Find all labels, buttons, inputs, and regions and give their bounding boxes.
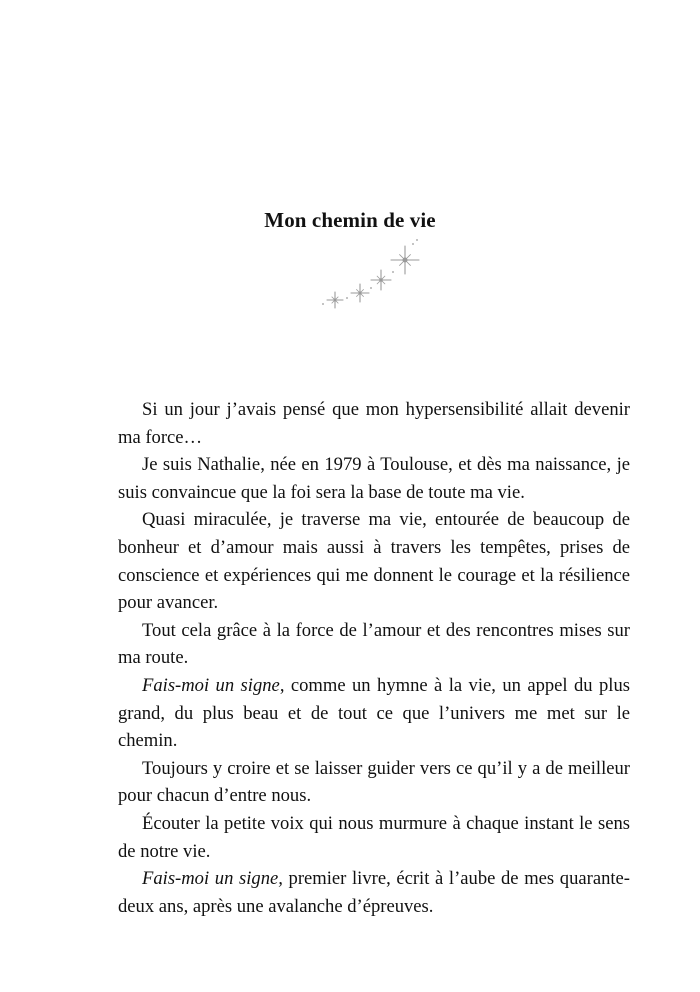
sparkle-star-icon [391,246,419,274]
sparkle-stars-icon [313,238,433,316]
paragraph-8: Fais-moi un signe, premier livre, écrit à l’aube de mes quarante-deux ans, après une avalanche d’épreuves. [118,868,630,917]
paragraph-4: Tout cela grâce à la force de l’amour et des rencontres mises sur ma route. [118,619,630,669]
paragraph-6: Toujours y croire et se laisser guider vers ce qu’il y a de meilleur pour chacun d’entre nous. [118,757,630,807]
sparkle-star-icon [351,284,369,302]
sparkle-star-icon [327,292,343,308]
sparkle-star-icon [371,270,391,290]
sparkle-dot-icon [416,239,418,241]
body-text [118,396,630,920]
sparkle-dot-icon [346,297,348,299]
paragraph-7: Écouter la petite voix qui nous murmure à chaque instant le sens de notre vie. [118,812,630,862]
book-title-italic: Fais-moi un signe, [142,868,283,890]
sparkle-dot-icon [392,271,394,273]
paragraph-5: Fais-moi un signe, comme un hymne à la vie, un appel du plus grand, du plus beau et de tout ce que l’univers me met sur le chemin. [118,674,631,752]
sparkle-dot-icon [322,303,324,305]
book-title-italic: Fais-moi un signe [142,674,280,696]
sparkle-dot-icon [412,243,414,245]
paragraph-2: Je suis Nathalie, née en 1979 à Toulouse, et dès ma naissance, je suis convaincue que la foi sera la base de toute ma vie. [118,454,630,503]
paragraph-1: Si un jour j’avais pensé que mon hypersensibilité allait devenir ma force… [118,399,630,448]
sparkle-dot-icon [370,287,372,289]
page-title: Mon chemin de vie [264,208,436,232]
paragraph-3: Quasi miraculée, je traverse ma vie, entourée de beaucoup de bonheur et d’amour mais aussi à travers les tempêtes, prises de conscience et expériences qui me donnent le courage et la résilience pour avancer. [118,509,630,614]
